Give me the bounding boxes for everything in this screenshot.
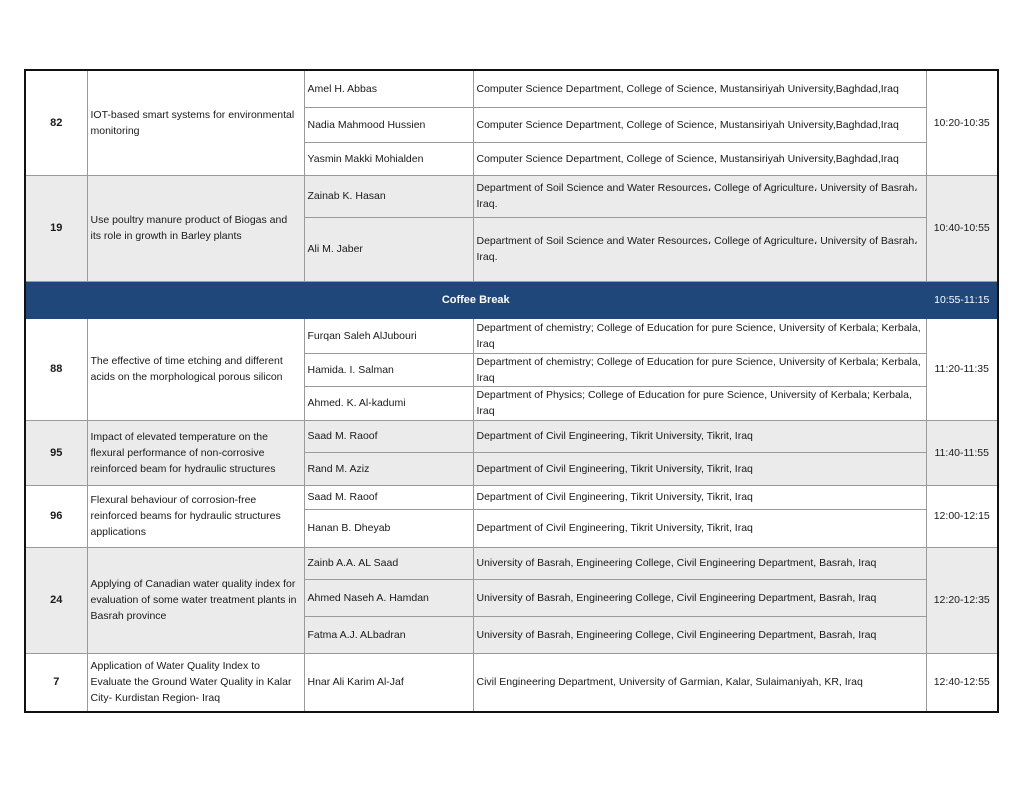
paper-title: Applying of Canadian water quality index for evaluation of some water treatment plants in Basrah province [87, 547, 304, 653]
paper-title: Flexural behaviour of corrosion-free reinforced beams for hydraulic structures applications [87, 485, 304, 547]
author-name: Rand M. Aziz [304, 452, 473, 485]
author-affiliation: Department of Soil Science and Water Resources، College of Agriculture، University of Basrah، Iraq. [473, 175, 926, 217]
paper-title: The effective of time etching and different acids on the morphological porous silicon [87, 318, 304, 420]
author-affiliation: Department of Soil Science and Water Resources، College of Agriculture، University of Basrah، Iraq. [473, 217, 926, 281]
author-affiliation: Department of chemistry; College of Education for pure Science, University of Kerbala; Kerbala, Iraq [473, 318, 926, 353]
time-slot: 11:20-11:35 [926, 318, 998, 420]
author-affiliation: Department of Civil Engineering, Tikrit University, Tikrit, Iraq [473, 420, 926, 452]
author-name: Ali M. Jaber [304, 217, 473, 281]
author-name: Ahmed Naseh A. Hamdan [304, 579, 473, 616]
author-name: Ahmed. K. Al-kadumi [304, 386, 473, 420]
paper-title: Impact of elevated temperature on the flexural performance of non-corrosive reinforced beam for hydraulic structures [87, 420, 304, 485]
author-name: Saad M. Raoof [304, 420, 473, 452]
paper-id: 95 [25, 420, 87, 485]
paper-row [25, 318, 998, 353]
author-name: Amel H. Abbas [304, 70, 473, 107]
paper-title: IOT-based smart systems for environmental monitoring [87, 70, 304, 175]
time-slot: 12:00-12:15 [926, 485, 998, 547]
author-name: Hamida. I. Salman [304, 353, 473, 386]
author-affiliation: Department of Physics; College of Education for pure Science, University of Kerbala; Kerbala, Iraq [473, 386, 926, 420]
time-slot: 10:40-10:55 [926, 175, 998, 281]
paper-title: Application of Water Quality Index to Evaluate the Ground Water Quality in Kalar City- Kurdistan Region- Iraq [87, 653, 304, 712]
author-affiliation: Department of Civil Engineering, Tikrit University, Tikrit, Iraq [473, 485, 926, 509]
author-name: Hanan B. Dheyab [304, 509, 473, 547]
time-slot: 12:20-12:35 [926, 547, 998, 653]
paper-id: 24 [25, 547, 87, 653]
author-name: Saad M. Raoof [304, 485, 473, 509]
time-slot: 11:40-11:55 [926, 420, 998, 485]
author-affiliation: Computer Science Department, College of Science, Mustansiriyah University,Baghdad,Iraq [473, 70, 926, 107]
time-slot: 12:40-12:55 [926, 653, 998, 712]
paper-title: Use poultry manure product of Biogas and its role in growth in Barley plants [87, 175, 304, 281]
author-affiliation: University of Basrah, Engineering College, Civil Engineering Department, Basrah, Iraq [473, 616, 926, 653]
author-name: Nadia Mahmood Hussien [304, 107, 473, 142]
paper-id: 82 [25, 70, 87, 175]
paper-id: 88 [25, 318, 87, 420]
author-affiliation: University of Basrah, Engineering College, Civil Engineering Department, Basrah, Iraq [473, 579, 926, 616]
paper-id: 19 [25, 175, 87, 281]
paper-id: 96 [25, 485, 87, 547]
author-affiliation: Civil Engineering Department, University of Garmian, Kalar, Sulaimaniyah, KR, Iraq [473, 653, 926, 712]
author-affiliation: Computer Science Department, College of Science, Mustansiriyah University,Baghdad,Iraq [473, 142, 926, 175]
author-name: Zainb A.A. AL Saad [304, 547, 473, 579]
author-affiliation: Computer Science Department, College of Science, Mustansiriyah University,Baghdad,Iraq [473, 107, 926, 142]
paper-row [25, 175, 998, 217]
author-affiliation: Department of Civil Engineering, Tikrit University, Tikrit, Iraq [473, 509, 926, 547]
author-name: Hnar Ali Karim Al-Jaf [304, 653, 473, 712]
author-affiliation: Department of chemistry; College of Education for pure Science, University of Kerbala; Kerbala, Iraq [473, 353, 926, 386]
coffee-break-time: 10:55-11:15 [926, 281, 998, 318]
author-name: Zainab K. Hasan [304, 175, 473, 217]
paper-row [25, 70, 998, 107]
author-name: Yasmin Makki Mohialden [304, 142, 473, 175]
author-name: Fatma A.J. ALbadran [304, 616, 473, 653]
author-name: Furqan Saleh AlJubouri [304, 318, 473, 353]
author-affiliation: University of Basrah, Engineering College, Civil Engineering Department, Basrah, Iraq [473, 547, 926, 579]
author-affiliation: Department of Civil Engineering, Tikrit University, Tikrit, Iraq [473, 452, 926, 485]
paper-row [25, 485, 998, 509]
paper-row [25, 547, 998, 579]
time-slot: 10:20-10:35 [926, 70, 998, 175]
paper-id: 7 [25, 653, 87, 712]
paper-row [25, 420, 998, 452]
coffee-break-label: Coffee Break [25, 281, 926, 318]
paper-row [25, 653, 998, 712]
schedule-table [24, 69, 999, 713]
coffee-break-row [25, 281, 998, 318]
